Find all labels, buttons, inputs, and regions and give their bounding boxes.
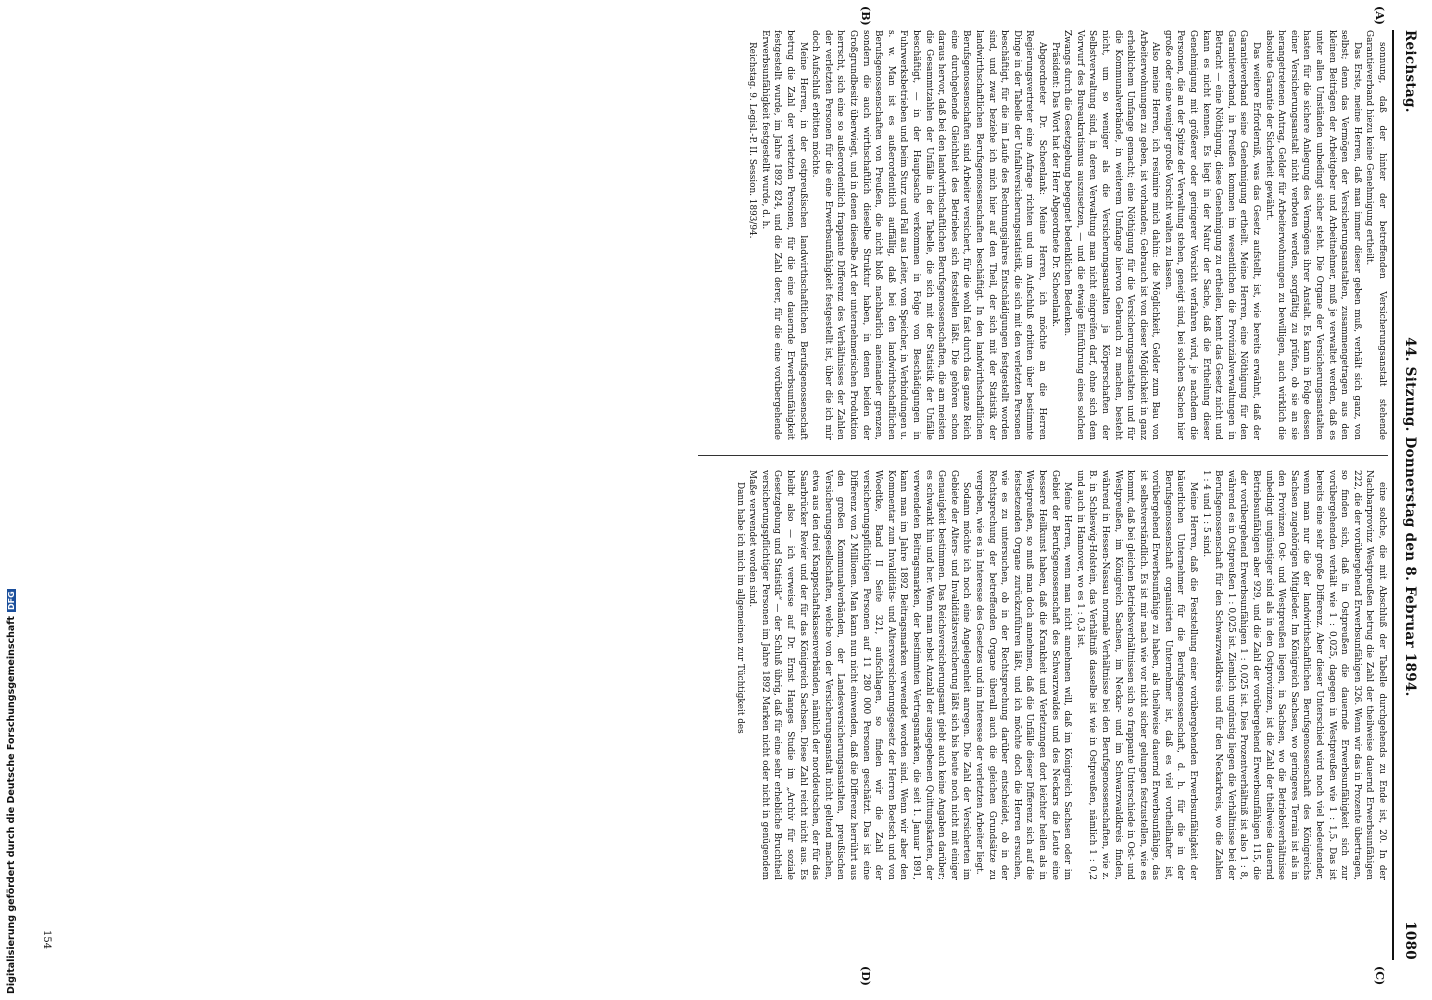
paragraph: Dann habe ich mich im allgemeinen zur Tüchtigkeit des [734,482,745,734]
column-divider [698,455,1388,456]
paragraph: Das Erste, meine Herren, daß man immer dieser geben muß, verhält sich ganz, von selbst; denn das Vermögen der Versicherungsanstalten, zusammengetragen aus den kleinen Beiträgen der Arbeitgeber und Arbeitnehmer, muß je verwaltet werden, daß es unter allen Umständen unbedingt sicher steht. Die Organe der Versicherungsanstalten hasten für die sichere Anlegung des Vermögens ihrer Anstalt. Es kann in Folge dessen einer Versicherungsanstalt nicht verboten werden, sorgfältig zu prüfen, ob sie an sie herangetretenen Antrag, Gelder für Arbeiterwohnungen zu bewilligen, auch wirklich die absolute Garantie der Sicherheit gewährt. [1263,30,1362,440]
paragraph: Meine Herren, daß die Feststellung einer vorübergehenden Erwerbsunfähigkeit der bäuerlichen Unternehmer für die Berufsgenossenschaft, d. h. für die in der Berufsgenossenschaft organisirten Unternehmer ist, daß es viel vortheilhafter ist, vorübergehend Erwerbsunfähige zu haben, als theilweise dauernd Erwerbsunfähige, das ist selbstverständlich. Es ist mir nach wie vor nicht sicher gelungen festzustellen, wie es kommt, daß bei gleichen Betriebsverhältnissen sich so frappante Unterschiede in Ost- und Westpreußen, im Königreich Sachsen, im Neckar- und im Schwarzwaldkreis finden, während in Hessen-Nassau normale Verhältnisse bei den Berufsgenossenschaften, wie z. B. in Schleswig-Holstein, das Verhältniß dasselbe ist wie in Ostpreußen, nämlich 1 : 0,2 und auch in Hannover, wo es 1 : 0,3 ist. [1074,470,1199,880]
margin-marker-d: (D) [859,966,872,986]
header-rule [1392,30,1394,960]
running-header [1398,30,1422,960]
paragraph: Reichstag. 9. Legisl.-P. II. Session. 1893/94. [747,42,758,239]
paragraph: Präsident: Das Wort hat der Herr Abgeordnete Dr. Schoenlank. [1049,42,1060,327]
paragraph: Abgeordneter Dr. Schoenlank: Meine Herren, ich möchte an die Herren Regierungsvertreter eine Anfrage richten und um Aufschluß erbitten über bestimmte Dinge in der Tabelle der Unfallversicherungsstatistik, die sich mit den verletzten Personen beschäftigt, für die im Laufe des Rechnungsjahres Entschädigungen festgestellt worden sind, und zwar beziehe ich mich hier auf den Theil, der sich mit der Statistik der landwirthschaftlichen Berufsgenossenschaften beschäftigt. In den landwirthschaftlichen Berufsgenossenschaften sind Arbeiter versichert, für die wohl fast durch das ganze Reich eine durchgehende Gleichheit des Betriebes sich feststellen läßt. Die gehören schon daraus hervor, daß bei den landwirthschaftlichen Berufsgenossenschaften, die am meisten die Gesammtzahlen der Unfälle in der Tabelle, die sich mit der Statistik der Unfälle beschäftigt, — in der Hauptsache verkommen in Folge von Beschädigungen in Fuhrwerksbetrieben und beim Sturz und Fall aus Leiter, vom Speicher, in Verbindungen u. s. w. Man ist es außerordentlich auffällig, daß bei den landwirthschaftlichen Berufsgenossenschaften von Preußen, die nicht bloß nachbarlich aneinander grenzen, sondern die auch wirthschaftlich dieselbe Struktur haben, in denen beiden der Großgrundbesitz überwiegt, und in denen dieselbe Art der unternehmerischen Produktion herrscht, sich eine so außerordentlich frappante Differenz des Verhältnisses der Zahlen der verletzten Personen für die eine Erwerbsunfähigkeit festgestellt ist, über die ich mir doch Aufschluß erbitten möchte. [810,30,1047,440]
paragraph: Also meine Herren, ich resümire mich dahin: die Möglichkeit, Gelder zum Bau von Arbeiterwohnungen zu geben, ist vorhanden; Gebrauch ist von dieser Möglichkeit in ganz erheblichem Umfange gemacht; eine Nöthigung für die Versicherungsanstalten und für die Kommunalverbände, in weiterem Umfange hiervon Gebrauch zu machen, besteht nicht, um so weniger als die Versicherungsanstalten ja Körperschaften der Selbstverwaltung sind, in deren Verwaltung man nicht eingreifen darf, ohne sich dem Vorwurf des Bureaukratismus auszusetzen, — und die etwaige Einführung eines solchen Zwangs durch die Gesetzgebung begegnet bedenklichen Bedenken. [1062,30,1161,440]
margin-marker-a: (A) [1373,6,1386,25]
paragraph: sonnung, daß der hinter der betreffenden Versicherungsanstalt stehende Garantieverband hiezu keine Genehmigung ertheilt. [1364,30,1387,440]
paragraph: Meine Herren, wenn man nicht annehmen will, daß im Königreich Sachsen oder im Gebiet der Berufsgenossenschaft des Schwarzwaldes und des Neckars die Leute eine bessere Heilkunst haben, daß die Krankheit und Verletzungen dort leichter heilen als in Westpreußen, so muß man doch annehmen, daß die Unfälle dieser Differenz sich auf die festsetzenden Organe zurückzuführen läßt, und ich möchte doch die Herren ersuchen, wie es zu untersuchen, ob in der Rechtsprechung darüber entscheidet, ob in der Rechtsprechung der betreffenden Organe überall auch die gleichen Grundsätze zu vergeben, wie es in Interesse des Gesetzes und im Interesse der verletzten Arbeiter liegt. [974,470,1073,880]
digitization-text: Digitalisierung gefördert durch die Deutsche Forschungsgemeinschaft [6,616,17,994]
paragraph: eine solche, die mit Abschluß der Tabelle durchgehends zu Ende ist, 20. In der Nachbarprovinz Westpreußen betrug die Zahl der theilweise dauernd Erwerbsunfähigen 222, die der vorübergehend Erwerbsunfähigen 326. Wenn wir das in Prozente übertragen, so finden sich, daß in Ostpreußen die dauernde Erwerbsunfähigkeit sich zur vorübergehenden verhält wie 1 : 0,025, dagegen in Westpreußen wie 1 : 1,5. Das ist bereits eine sehr große Differenz. Aber dieser Unterschied wird noch viel bedeutender, wenn man nur die der landwirthschaftlichen Berufsgenossenschaft des Königreichs Sachsen zugehörigen Mitglieder. Im Königreich Sachsen, wo geringeres Terrain ist als in den Provinzen Ost- und Westpreußen liegen, in Sachsen, wo die Betriebsverhältnisse unbedingt ungünstiger sind als in den Ostprovinzen, ist die Zahl der theilweise dauernd Betriebsunfähigen aber 929, und die Zahl der vorübergehend Erwerbsunfähigen 115, die der vorübergehend Erwerbsunfähigen 1 : 0,025 ist. Dies Prozentverhältniß ist also 1 : 8, während es in Ostpreußen 1 : 0,025 ist. Ziemlich ungünstig liegen die Verhältnisse bei der Berufsgenossenschaft für den Schwarzwaldkreis und für den Neckarkreis, wo die Zahlen 1 : 4 und 1 : 5 sind. [1200,470,1387,880]
margin-marker-c: (C) [1373,966,1386,986]
text-column-second [733,470,1388,880]
header-title: 44. Sitzung. Donnerstag den 8. Februar 1894. [1402,337,1418,697]
paragraph: Das weitere Erforderniß, was das Gesetz aufstellt, ist, wie bereits erwähnt, daß der Garantieverband seine Genehmigung ertheilt. Meine Herren, eine Nöthigung für den Garantieverband, in Preußen kommen im wesentlichen die Provinzialverwaltungen in Betracht — eine Nöthigung, diese Genehmigung zu ertheilen, kennt das Gesetz nicht und kann es nicht kennen. Es liegt in der Natur der Sache, daß die Ertheilung dieser Genehmigung mit größerer oder geringerer Vorsicht verfahren wird, je nachdem die Personen, die an der Spitze der Verwaltung stehen, geneigt sind, bei solchen Sachen hier große oder eine weniger große Vorsicht walten zu lassen. [1162,30,1262,440]
rotated-page [32,0,1432,1000]
digitization-note [6,589,17,994]
paragraph: Sodann möchte ich noch eine Angelegenheit anregen. Die Zahl der Versicherten im Gebiete der Alters- und Invaliditätsversicherung läßt sich bis heute noch nicht mit einiger Genauigkeit bestimmen. Das Reichsversicherungsamt giebt auch keine Angaben darüber; es schwankt hin und her. Wenn man nebst Anzahl der ausgegebenen Quittungskarten, der verwendeten Beitragsmarken, der bestimmten Vertragsmarken, die seit 1. Januar 1891, kann man im Jahre 1892 Beitragsmarken verwendet worden sind. Wenn wir aber den Kommentar zum Invaliditäts- und Altersversicherungsgesetz der Herren Boetsch und von Woedtke, Band II Seite 321, aufschlagen, so finden wir die Zahl der versicherungspflichtigen Personen auf 11 280 000 Personen geschätzt. Das ist eine Differenz von 2 Millionen. Man kann nun nicht einwenden, daß die Differenz herrührt aus den großen Kommunalverbänden, der Landesversicherungsanstalten, preußischen Versicherungsgesellschaften, welche von der Versicherungsanstalt nicht geltend machen, etwa aus den drei Knappschaftskassenverbänden, nämlich der norddeutschen, der für das Saarbrücker Revier und der für das Königreich Sachsen. Diese Zahl reicht nicht aus. Es bleibt also — ich verweise auf Dr. Ernst Hanges Studie im „Archiv für soziale Gesetzgebung und Statistik“ — der Schluß übrig, daß für eine sehr erhebliche Bruchtheil versicherungspflichtiger Personen im Jahre 1892 Marken nicht oder nicht in genügendem Maße verwendet worden sind. [747,470,972,880]
page-number: 1080 [1402,921,1418,960]
signature-number: 154 [41,930,52,950]
dfg-logo: DFG [7,591,16,611]
text-column-first [746,30,1388,440]
paragraph: Meine Herren, in der ostpreußischen landwirthschaftlichen Berufsgenossenschaft betrug die Zahl der verletzten Personen, für die eine dauernde Erwerbsunfähigkeit festgestellt wurde, im Jahre 1892 824, und die Zahl derer, für die eine vorübergehende Erwerbsunfähigkeit festgestellt wurde, d. h. [759,30,808,440]
margin-marker-b: (B) [859,6,872,26]
header-left: Reichstag. [1402,30,1418,113]
